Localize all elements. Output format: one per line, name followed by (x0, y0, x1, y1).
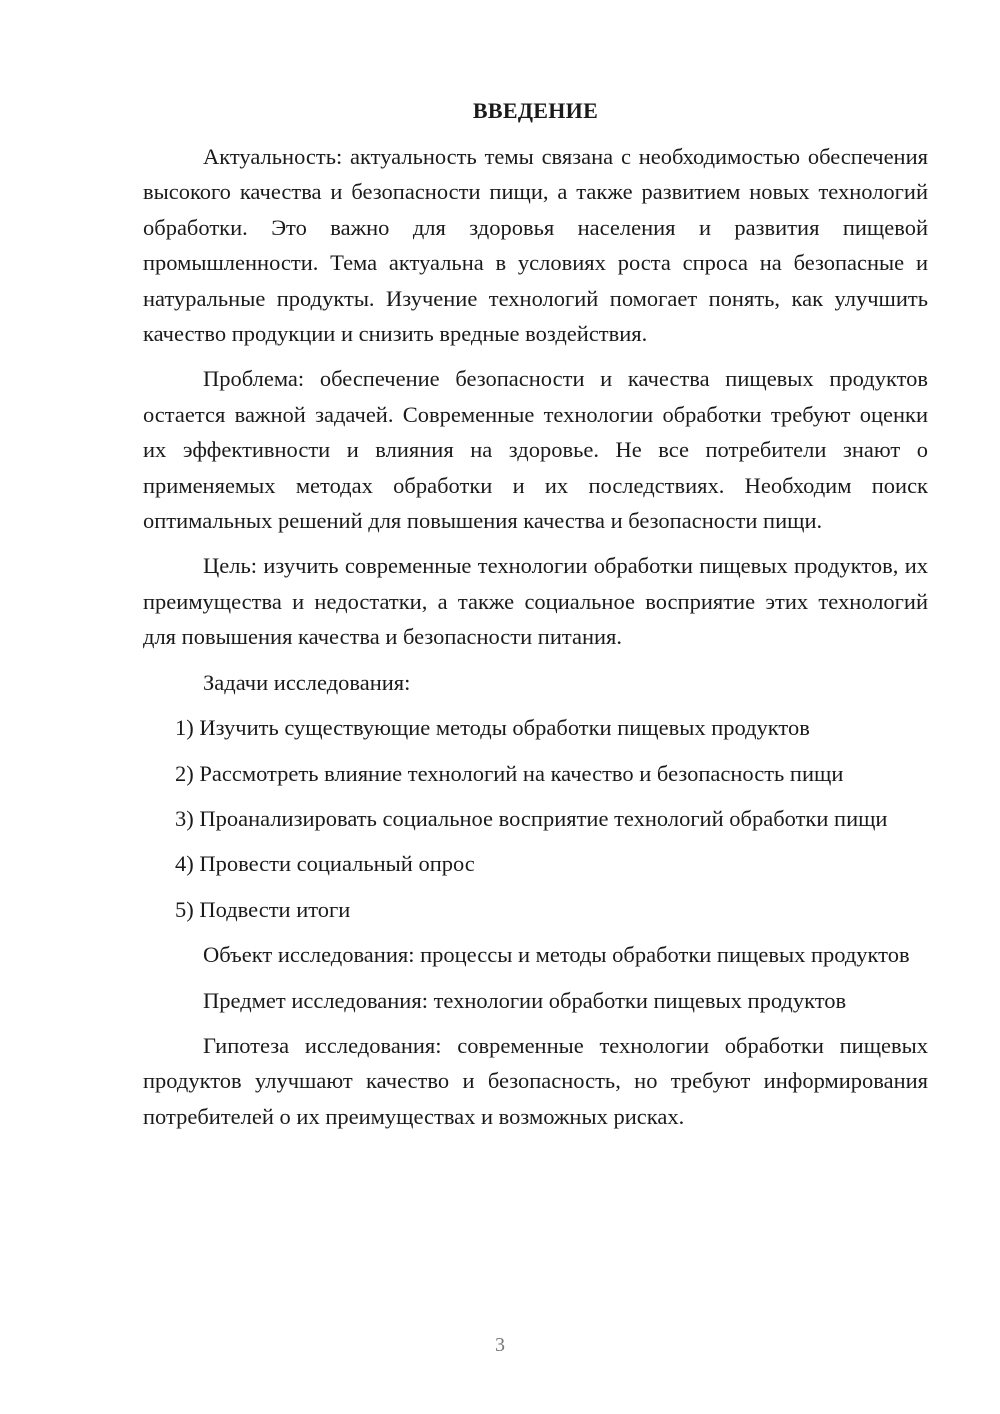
relevance-paragraph: Актуальность: актуальность темы связана с необходимостью обеспечения высокого качества и безопасности пищи, а также развитием новых технологий обработки. Это важно для здоровья населения и развития пищевой промышленности. Тема актуальна в условиях роста спроса на безопасные и натуральные продукты. Изучение технологий помогает понять, как улучшить качество продукции и снизить вредные воздействия. (143, 144, 928, 347)
document-page (143, 96, 928, 1144)
task-item-1: 1) Изучить существующие методы обработки пищевых продуктов (175, 715, 810, 741)
page-number: 3 (495, 1334, 505, 1356)
subject-paragraph: Предмет исследования: технологии обработки пищевых продуктов (203, 987, 847, 1013)
page-title: ВВЕДЕНИЕ (472, 98, 599, 123)
hypothesis-paragraph: Гипотеза исследования: современные технологии обработки пищевых продуктов улучшают качество и безопасность, но требуют информирования потребителей о их преимуществах и возможных рисках. (143, 1032, 928, 1129)
task-item-2: 2) Рассмотреть влияние технологий на качество и безопасность пищи (175, 760, 844, 786)
task-item-5: 5) Подвести итоги (175, 896, 351, 922)
object-paragraph: Объект исследования: процессы и методы обработки пищевых продуктов (203, 942, 910, 968)
task-item-3: 3) Проанализировать социальное восприятие технологий обработки пищи (175, 805, 888, 831)
problem-paragraph: Проблема: обеспечение безопасности и качества пищевых продуктов остается важной задачей. Современные технологии обработки требуют оценки их эффективности и влияния на здоровье. Не все потребители знают о применяемых методах обработки и их последствиях. Необходим поиск оптимальных решений для повышения качества и безопасности пищи. (143, 366, 928, 534)
task-item-4: 4) Провести социальный опрос (175, 851, 475, 877)
tasks-heading: Задачи исследования: (203, 669, 411, 695)
goal-paragraph: Цель: изучить современные технологии обработки пищевых продуктов, их преимущества и недостатки, а также социальное восприятие этих технологий для повышения качества и безопасности питания. (143, 553, 928, 650)
